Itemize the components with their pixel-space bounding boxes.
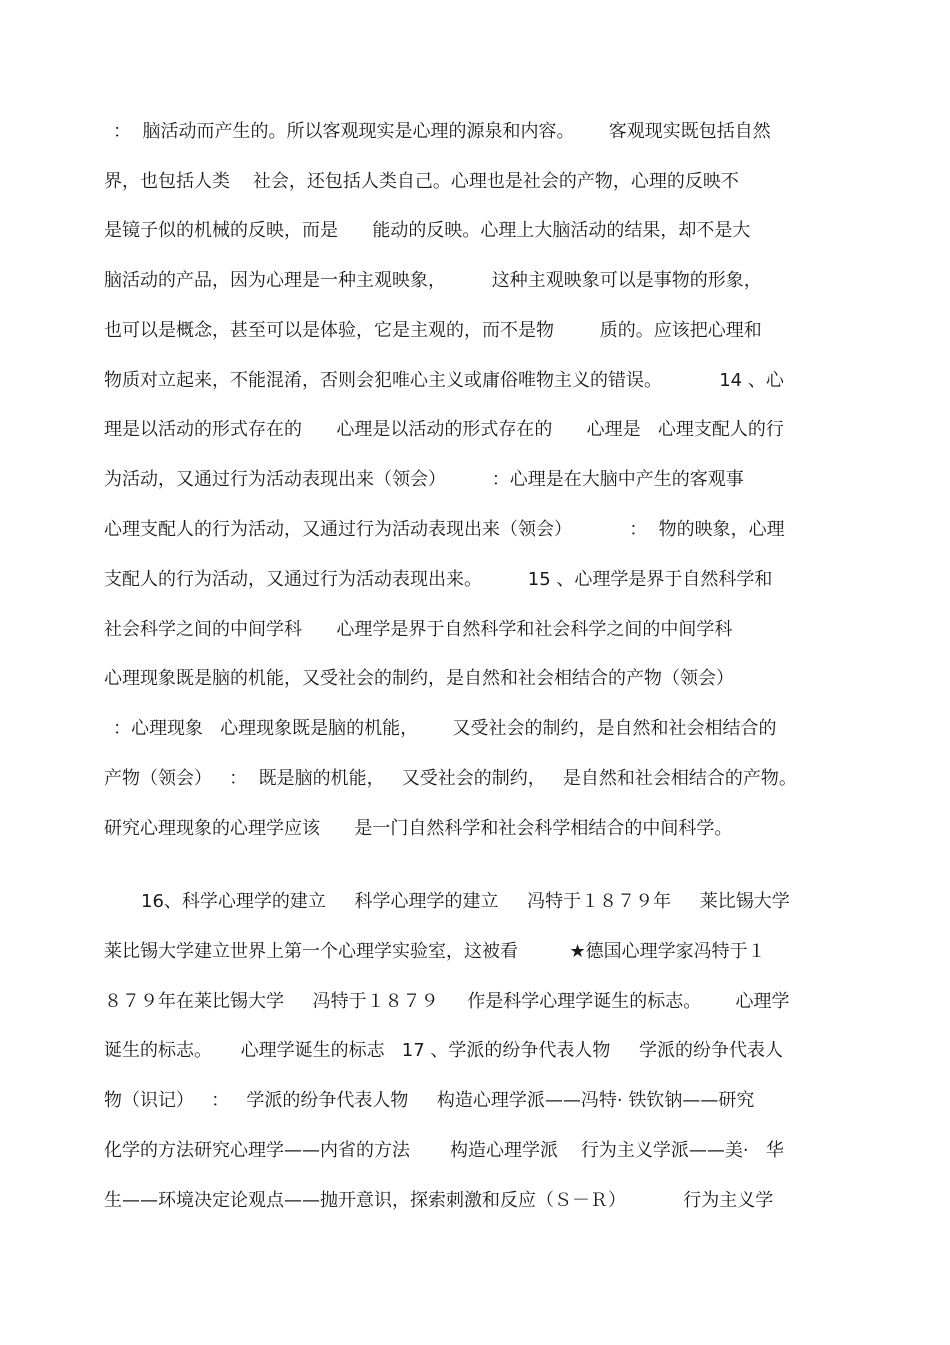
text-line-2: 界，也包括人类 社会，还包括人类自己。心理也是社会的产物，心理的反映不 — [104, 171, 739, 192]
text-line-16: 16、科学心理学的建立 科学心理学的建立 冯特于１８７９年 莱比锡大学 — [141, 891, 790, 912]
text-line-5: 也可以是概念，甚至可以是体验，它是主观的，而不是物 质的。应该把心理和 — [104, 320, 762, 341]
text-line-22: 生——环境决定论观点——抛开意识，探索刺激和反应（Ｓ－Ｒ） 行为主义学 — [104, 1190, 774, 1211]
text-line-11: 社会科学之间的中间学科 心理学是界于自然科学和社会科学之间的中间学科 — [104, 619, 733, 640]
text-line-19: 诞生的标志。 心理学诞生的标志 17 、学派的纷争代表人物 学派的纷争代表人 — [104, 1040, 784, 1061]
text-line-21: 化学的方法研究心理学——内省的方法 构造心理学派 行为主义学派——美· 华 — [104, 1140, 784, 1161]
text-line-8: 为活动，又通过行为活动表现出来（领会） ：心理是在大脑中产生的客观事 — [104, 469, 744, 490]
text-line-7: 理是以活动的形式存在的 心理是以活动的形式存在的 心理是 心理支配人的行 — [104, 419, 784, 440]
text-line-13: ：心理现象 心理现象既是脑的机能， 又受社会的制约，是自然和社会相结合的 — [113, 718, 777, 739]
text-line-1: ： 脑活动而产生的。所以客观现实是心理的源泉和内容。 客观现实既包括自然 — [113, 121, 771, 142]
text-line-9: 心理支配人的行为活动，又通过行为活动表现出来（领会） ： 物的映象，心理 — [104, 519, 785, 540]
text-line-6: 物质对立起来，不能混淆，否则会犯唯心主义或庸俗唯物主义的错误。 14 、心 — [104, 370, 784, 391]
text-line-10: 支配人的行为活动，又通过行为活动表现出来。 15 、心理学是界于自然科学和 — [104, 569, 773, 590]
text-line-17: 莱比锡大学建立世界上第一个心理学实验室，这被看 ★德国心理学家冯特于１ — [104, 941, 766, 962]
text-line-3: 是镜子似的机械的反映，而是 能动的反映。心理上大脑活动的结果，却不是大 — [104, 220, 751, 241]
text-line-4: 脑活动的产品，因为心理是一种主观映象， 这种主观映象可以是事物的形象， — [104, 270, 762, 291]
text-line-15: 研究心理现象的心理学应该 是一门自然科学和社会科学相结合的中间科学。 — [104, 818, 733, 839]
text-line-14: 产物（领会） ： 既是脑的机能， 又受社会的制约， 是自然和社会相结合的产物。 — [104, 768, 797, 789]
text-line-12: 心理现象既是脑的机能，又受社会的制约，是自然和社会相结合的产物（领会） — [104, 668, 734, 689]
text-line-20: 物（识记） ： 学派的纷争代表人物 构造心理学派——冯特· 铁钦钠——研究 — [104, 1090, 755, 1111]
text-line-18: ８７９年在莱比锡大学 冯特于１８７９ 作是科学心理学诞生的标志。 心理学 — [104, 991, 790, 1012]
